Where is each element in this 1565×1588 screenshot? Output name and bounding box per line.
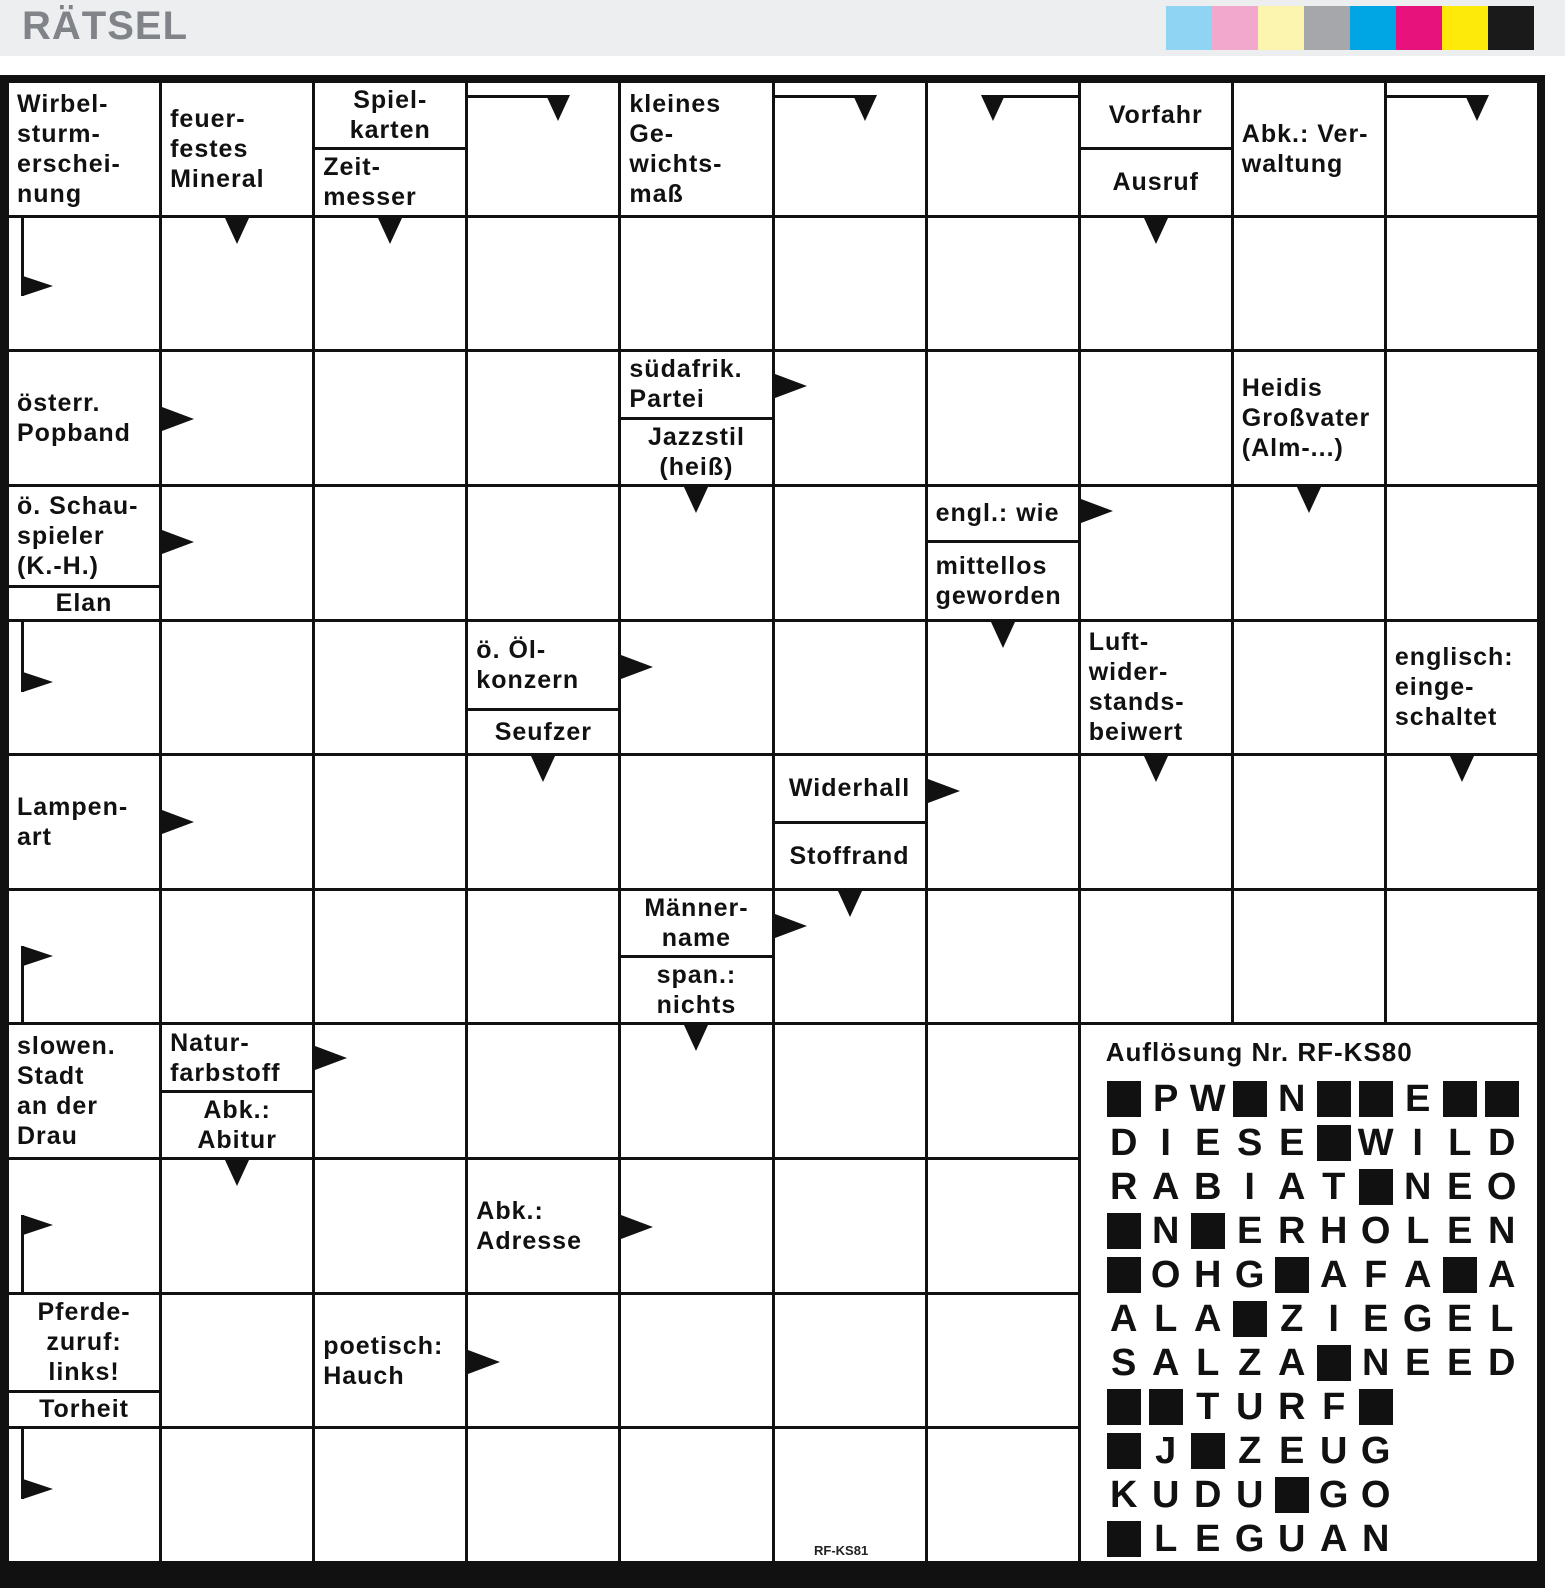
answer-cell[interactable]: [1234, 622, 1384, 754]
solution-rows: [1103, 1077, 1523, 1561]
arrow-down-icon: [981, 95, 1005, 121]
solution-letter: G: [1234, 1254, 1265, 1297]
answer-cell[interactable]: [315, 487, 465, 619]
answer-cell[interactable]: [162, 1160, 312, 1292]
answer-cell[interactable]: [775, 891, 925, 1023]
arrow-line: [775, 95, 865, 98]
answer-cell[interactable]: [1387, 218, 1537, 350]
answer-cell[interactable]: [928, 1160, 1078, 1292]
arrow-right-icon: [621, 1215, 653, 1239]
clue-text-zeitmesser: Zeit- messer: [323, 153, 417, 212]
solution-letter: A: [1151, 1166, 1180, 1209]
clue-text-widerhall: Widerhall: [788, 774, 911, 803]
solution-black-square: [1355, 1385, 1397, 1429]
solution-row: [1103, 1077, 1523, 1121]
crossword-grid: [9, 83, 1537, 1561]
answer-cell[interactable]: [315, 756, 465, 888]
arrow-right-icon: [1081, 499, 1113, 523]
answer-cell[interactable]: [315, 1160, 465, 1292]
arrow-line: [993, 95, 1078, 98]
solution-black-square: [1355, 1077, 1397, 1121]
arrow-down-icon: [853, 95, 877, 121]
clue-text-luftwiderstand: Luft- wider- stands- beiwert: [1088, 628, 1185, 747]
solution-black-square: [1229, 1077, 1271, 1121]
solution-black-square: [1103, 1077, 1145, 1121]
solution-black-square: [1103, 1209, 1145, 1253]
solution-panel: [1081, 1025, 1537, 1561]
answer-cell[interactable]: [621, 756, 771, 888]
solution-letter: A: [1277, 1342, 1306, 1385]
clue-text-popband: österr. Popband: [17, 389, 131, 448]
arrow-down-icon: [838, 891, 862, 917]
solution-letter: G: [1318, 1474, 1349, 1517]
arrow-down-icon: [378, 218, 402, 244]
arrow-right-icon: [23, 1215, 53, 1235]
answer-cell[interactable]: [162, 218, 312, 350]
arrow-down-icon: [531, 756, 555, 782]
solution-letter: E: [1447, 1166, 1473, 1209]
answer-cell[interactable]: [775, 1429, 925, 1561]
solution-letter: U: [1235, 1474, 1264, 1517]
clue-text-spielkarten: Spiel- karten: [349, 86, 431, 145]
solution-black-square: [1145, 1385, 1187, 1429]
clue-text-hauch: poetisch: Hauch: [323, 1331, 444, 1390]
solution-letter: G: [1360, 1430, 1391, 1473]
arrow-right-icon: [162, 530, 194, 554]
solution-row: [1103, 1209, 1523, 1253]
solution-letter: G: [1234, 1518, 1265, 1561]
solution-row: [1103, 1121, 1523, 1165]
answer-cell[interactable]: [1081, 891, 1231, 1023]
arrow-right-icon: [23, 672, 53, 692]
solution-letter: I: [1160, 1122, 1171, 1165]
answer-cell[interactable]: [162, 487, 312, 619]
color-swatch: [1396, 6, 1442, 50]
answer-cell[interactable]: [775, 622, 925, 754]
solution-letter: N: [1487, 1210, 1516, 1253]
solution-letter: A: [1319, 1518, 1348, 1561]
clue-cell: [621, 83, 771, 215]
arrow-right-icon: [468, 1350, 500, 1374]
solution-letter: G: [1402, 1298, 1433, 1341]
solution-letter: D: [1109, 1122, 1138, 1165]
arrow-down-icon: [225, 218, 249, 244]
solution-letter: B: [1193, 1166, 1222, 1209]
arrow-down-icon: [1144, 756, 1168, 782]
solution-letter: L: [1154, 1518, 1178, 1561]
answer-cell[interactable]: [1387, 352, 1537, 484]
answer-cell[interactable]: [621, 1295, 771, 1427]
answer-cell[interactable]: [1081, 218, 1231, 350]
answer-cell[interactable]: [1234, 218, 1384, 350]
solution-letter: U: [1151, 1474, 1180, 1517]
color-swatch: [1442, 6, 1488, 50]
answer-cell[interactable]: [1234, 756, 1384, 888]
answer-cell[interactable]: [9, 891, 159, 1023]
color-swatch: [1304, 6, 1350, 50]
clue-text-adresse: Abk.: Adresse: [476, 1196, 582, 1255]
answer-cell[interactable]: [468, 1429, 618, 1561]
answer-cell[interactable]: [1081, 487, 1231, 619]
solution-letter: J: [1155, 1430, 1177, 1473]
color-swatch: [1258, 6, 1304, 50]
solution-row: [1103, 1165, 1523, 1209]
answer-cell[interactable]: [775, 487, 925, 619]
arrow-down-icon: [1450, 756, 1474, 782]
arrow-down-icon: [225, 1160, 249, 1186]
solution-letter: E: [1447, 1342, 1473, 1385]
clue-cell: [1234, 352, 1384, 484]
solution-letter: Z: [1238, 1342, 1262, 1385]
answer-cell[interactable]: [315, 352, 465, 484]
arrow-right-icon: [775, 914, 807, 938]
answer-cell[interactable]: [1234, 891, 1384, 1023]
clue-cell: [9, 352, 159, 484]
answer-cell[interactable]: [1081, 756, 1231, 888]
solution-letter: L: [1448, 1122, 1472, 1165]
solution-letter: O: [1150, 1254, 1181, 1297]
solution-row: [1103, 1473, 1523, 1517]
solution-letter: E: [1405, 1342, 1431, 1385]
solution-letter: Z: [1280, 1298, 1304, 1341]
clue-text-englwie: engl.: wie: [935, 499, 1060, 528]
answer-cell[interactable]: [468, 487, 618, 619]
clue-text-gewichtsmass: kleines Ge- wichts- maß: [629, 89, 723, 208]
solution-letter: E: [1363, 1298, 1389, 1341]
answer-cell[interactable]: [621, 1429, 771, 1561]
answer-cell[interactable]: [928, 622, 1078, 754]
clue-text-verwaltung: Abk.: Ver- waltung: [1241, 119, 1369, 178]
solution-letter: A: [1319, 1254, 1348, 1297]
arrow-down-icon: [1297, 487, 1321, 513]
answer-cell[interactable]: [1387, 891, 1537, 1023]
clue-text-schauspieler: ö. Schau- spieler (K.-H.): [17, 491, 139, 580]
color-swatch: [1488, 6, 1534, 50]
clue-cell: [9, 487, 159, 619]
arrow-down-icon: [1144, 218, 1168, 244]
answer-cell[interactable]: [162, 756, 312, 888]
clue-text-oelkonzern: ö. Öl- konzern: [476, 635, 580, 694]
answer-cell[interactable]: [621, 622, 771, 754]
solution-letter: R: [1109, 1166, 1138, 1209]
answer-cell[interactable]: [621, 1025, 771, 1157]
header-bar: [0, 0, 1565, 56]
clue-cell: [9, 1025, 159, 1157]
clue-cell: [621, 352, 771, 484]
clue-text-farbstoff: Natur- farbstoff: [170, 1028, 281, 1087]
solution-letter: D: [1487, 1122, 1516, 1165]
page-title: RÄTSEL: [22, 4, 188, 48]
solution-letter: A: [1193, 1298, 1222, 1341]
clue-cell: [1387, 622, 1537, 754]
solution-black-square: [1187, 1209, 1229, 1253]
answer-cell[interactable]: [775, 83, 925, 215]
clue-cell: [468, 622, 618, 754]
solution-black-square: [1229, 1297, 1271, 1341]
solution-letter: S: [1111, 1342, 1137, 1385]
clue-cell: [162, 83, 312, 215]
clue-text-feuerfest: feuer- festes Mineral: [170, 104, 265, 193]
arrow-down-icon: [684, 1025, 708, 1051]
clue-text-pferdezuruf: Pferde- zuruf: links!: [37, 1298, 131, 1387]
arrow-line: [1387, 95, 1477, 98]
solution-letter: O: [1486, 1166, 1517, 1209]
solution-letter: E: [1447, 1298, 1473, 1341]
solution-black-square: [1439, 1077, 1481, 1121]
answer-cell[interactable]: [775, 1295, 925, 1427]
solution-letter: U: [1235, 1386, 1264, 1429]
clue-cell: [1234, 83, 1384, 215]
solution-letter: E: [1279, 1430, 1305, 1473]
color-swatch: [1212, 6, 1258, 50]
clue-cell: [315, 1295, 465, 1427]
answer-cell[interactable]: [1387, 487, 1537, 619]
solution-letter: A: [1277, 1166, 1306, 1209]
answer-cell[interactable]: [162, 352, 312, 484]
solution-letter: R: [1277, 1386, 1306, 1429]
answer-cell[interactable]: [928, 83, 1078, 215]
answer-cell[interactable]: [9, 622, 159, 754]
answer-cell[interactable]: [162, 891, 312, 1023]
arrow-right-icon: [23, 276, 53, 296]
solution-letter: L: [1154, 1298, 1178, 1341]
solution-row: [1103, 1341, 1523, 1385]
clue-cell: [9, 83, 159, 215]
solution-letter: A: [1151, 1342, 1180, 1385]
clue-cell: [468, 1160, 618, 1292]
solution-letter: I: [1244, 1166, 1255, 1209]
solution-row: [1103, 1429, 1523, 1473]
clue-text-abitur: Abk.: Abitur: [197, 1095, 277, 1154]
clue-text-eingeschaltet: englisch: einge- schaltet: [1394, 643, 1514, 732]
answer-cell[interactable]: [468, 352, 618, 484]
answer-cell[interactable]: [621, 487, 771, 619]
arrow-right-icon: [775, 374, 807, 398]
answer-cell[interactable]: [928, 1025, 1078, 1157]
answer-cell[interactable]: [315, 1429, 465, 1561]
arrow-right-icon: [315, 1046, 347, 1070]
solution-black-square: [1355, 1165, 1397, 1209]
solution-letter: E: [1279, 1122, 1305, 1165]
solution-letter: E: [1405, 1078, 1431, 1121]
solution-black-square: [1313, 1341, 1355, 1385]
clue-text-torheit: Torheit: [39, 1395, 129, 1424]
solution-letter: W: [1189, 1078, 1226, 1121]
color-swatch: [1350, 6, 1396, 50]
answer-cell[interactable]: [1387, 756, 1537, 888]
clue-text-jazzstil: Jazzstil (heiß): [647, 422, 745, 481]
solution-letter: I: [1412, 1122, 1423, 1165]
arrow-right-icon: [23, 1479, 53, 1499]
puzzle-code: RF-KS81: [814, 1543, 869, 1558]
solution-letter: D: [1487, 1342, 1516, 1385]
answer-cell[interactable]: [9, 218, 159, 350]
answer-cell[interactable]: [9, 1429, 159, 1561]
solution-black-square: [1271, 1253, 1313, 1297]
answer-cell[interactable]: [621, 218, 771, 350]
solution-black-square: [1187, 1429, 1229, 1473]
solution-letter: T: [1322, 1166, 1346, 1209]
clue-text-nichts: span.: nichts: [656, 961, 737, 1020]
solution-letter: N: [1151, 1210, 1180, 1253]
answer-cell[interactable]: [621, 1160, 771, 1292]
solution-black-square: [1103, 1253, 1145, 1297]
solution-letter: E: [1447, 1210, 1473, 1253]
clue-text-partei: südafrik. Partei: [629, 355, 743, 414]
answer-cell[interactable]: [315, 218, 465, 350]
solution-letter: K: [1109, 1474, 1138, 1517]
answer-cell[interactable]: [468, 83, 618, 215]
solution-letter: L: [1490, 1298, 1514, 1341]
solution-black-square: [1103, 1385, 1145, 1429]
clue-text-mittellos: mittellos geworden: [935, 551, 1062, 610]
arrow-down-icon: [1465, 95, 1489, 121]
answer-cell[interactable]: [315, 891, 465, 1023]
clue-text-heidi: Heidis Großvater (Alm-...): [1241, 374, 1371, 463]
answer-cell[interactable]: [775, 352, 925, 484]
solution-letter: F: [1322, 1386, 1346, 1429]
answer-cell[interactable]: [928, 1429, 1078, 1561]
solution-black-square: [1313, 1077, 1355, 1121]
clue-cell: [1081, 622, 1231, 754]
solution-black-square: [1271, 1473, 1313, 1517]
solution-letter: H: [1193, 1254, 1222, 1297]
answer-cell[interactable]: [775, 218, 925, 350]
clue-cell: [315, 83, 465, 215]
color-swatch: [1166, 6, 1212, 50]
arrow-right-icon: [928, 779, 960, 803]
answer-cell[interactable]: [928, 1295, 1078, 1427]
answer-cell[interactable]: [315, 1025, 465, 1157]
answer-cell[interactable]: [162, 1429, 312, 1561]
arrow-line: [468, 95, 558, 98]
solution-black-square: [1103, 1429, 1145, 1473]
clue-cell: [775, 756, 925, 888]
solution-letter: S: [1237, 1122, 1263, 1165]
solution-letter: O: [1360, 1474, 1391, 1517]
solution-letter: T: [1196, 1386, 1220, 1429]
clue-text-lampenart: Lampen- art: [17, 792, 129, 851]
arrow-right-icon: [162, 407, 194, 431]
clue-text-stoffrand: Stoffrand: [789, 841, 910, 870]
solution-letter: L: [1406, 1210, 1430, 1253]
solution-letter: Z: [1238, 1430, 1262, 1473]
solution-letter: A: [1109, 1298, 1138, 1341]
solution-letter: W: [1357, 1122, 1394, 1165]
arrow-right-icon: [621, 655, 653, 679]
solution-letter: N: [1403, 1166, 1432, 1209]
solution-letter: N: [1361, 1342, 1390, 1385]
solution-letter: I: [1328, 1298, 1339, 1341]
arrow-right-icon: [162, 810, 194, 834]
clue-text-ausruf: Ausruf: [1112, 168, 1200, 197]
solution-black-square: [1313, 1121, 1355, 1165]
answer-cell[interactable]: [928, 891, 1078, 1023]
arrow-down-icon: [546, 95, 570, 121]
arrow-right-icon: [23, 946, 53, 966]
arrow-down-icon: [684, 487, 708, 513]
solution-title: Auflösung Nr. RF-KS80: [1105, 1037, 1413, 1068]
solution-letter: E: [1195, 1122, 1221, 1165]
clue-cell: [621, 891, 771, 1023]
solution-black-square: [1481, 1077, 1523, 1121]
solution-letter: U: [1277, 1518, 1306, 1561]
answer-cell[interactable]: [1387, 83, 1537, 215]
answer-cell[interactable]: [468, 218, 618, 350]
answer-cell[interactable]: [1234, 487, 1384, 619]
clue-cell: [9, 1295, 159, 1427]
clue-text-vorfahr: Vorfahr: [1108, 101, 1203, 130]
answer-cell[interactable]: [9, 1160, 159, 1292]
answer-cell[interactable]: [775, 1025, 925, 1157]
solution-row: [1103, 1297, 1523, 1341]
answer-cell[interactable]: [468, 1295, 618, 1427]
answer-cell[interactable]: [468, 756, 618, 888]
clue-text-maennername: Männer- name: [644, 893, 749, 952]
answer-cell[interactable]: [162, 622, 312, 754]
arrow-down-icon: [991, 622, 1015, 648]
solution-row: [1103, 1517, 1523, 1561]
answer-cell[interactable]: [468, 1025, 618, 1157]
solution-letter: P: [1153, 1078, 1179, 1121]
solution-row: [1103, 1385, 1523, 1429]
solution-letter: E: [1237, 1210, 1263, 1253]
clue-cell: [162, 1025, 312, 1157]
solution-black-square: [1439, 1253, 1481, 1297]
solution-letter: D: [1193, 1474, 1222, 1517]
solution-letter: N: [1277, 1078, 1306, 1121]
clue-cell: [1081, 83, 1231, 215]
solution-letter: U: [1319, 1430, 1348, 1473]
solution-letter: H: [1319, 1210, 1348, 1253]
solution-letter: F: [1364, 1254, 1388, 1297]
clue-text-stadt: slowen. Stadt an der Drau: [17, 1032, 116, 1151]
solution-letter: O: [1360, 1210, 1391, 1253]
clue-cell: [928, 487, 1078, 619]
solution-black-square: [1103, 1517, 1145, 1561]
answer-cell[interactable]: [775, 1160, 925, 1292]
color-swatches: [1166, 6, 1534, 50]
solution-letter: L: [1196, 1342, 1220, 1385]
solution-letter: E: [1195, 1518, 1221, 1561]
answer-cell[interactable]: [928, 218, 1078, 350]
answer-cell[interactable]: [1081, 352, 1231, 484]
clue-text-wirbelsturm: Wirbel- sturm- erschei- nung: [17, 89, 121, 208]
solution-letter: A: [1487, 1254, 1516, 1297]
answer-cell[interactable]: [162, 1295, 312, 1427]
clue-text-elan: Elan: [55, 589, 113, 618]
clue-cell: [9, 756, 159, 888]
solution-letter: N: [1361, 1518, 1390, 1561]
clue-text-seufzer: Seufzer: [494, 718, 592, 747]
answer-cell[interactable]: [315, 622, 465, 754]
answer-cell[interactable]: [928, 756, 1078, 888]
answer-cell[interactable]: [468, 891, 618, 1023]
solution-row: [1103, 1253, 1523, 1297]
solution-letter: A: [1403, 1254, 1432, 1297]
solution-letter: R: [1277, 1210, 1306, 1253]
answer-cell[interactable]: [928, 352, 1078, 484]
